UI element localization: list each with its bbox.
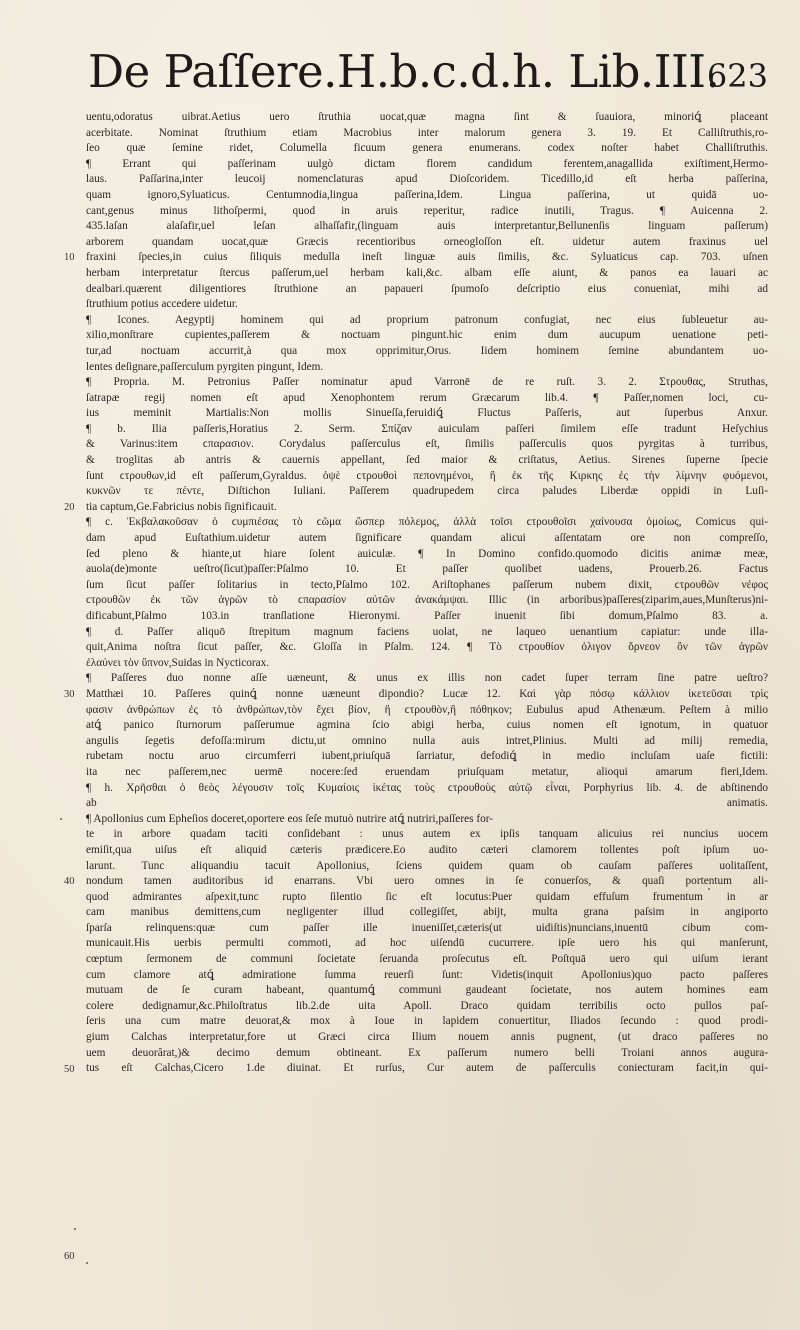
text-line: cœptum ſermonem de communi ſocietate ſeruanda proſecutus eſt. Poſtquā uero qui uiſum ierant bbox=[86, 953, 768, 966]
text-line: municauit.His uerbis permulti commoti, ad hoc uiſendū cucurrere. ipſe uero his qui manſerunt, bbox=[86, 937, 768, 950]
text-line: quod admirantes aſpexit,tunc rupto ſilentio ſic eſt locutus:Puer quidam effuſum frumentum in ar bbox=[86, 890, 768, 903]
text-line: ſatrapæ regij nomen eſt apud Xenophontem rerum Græcarum lib.4. ¶ Paſſer,nomen loci, cu- bbox=[86, 391, 768, 404]
text-line: tur,ad noctuam accurrit,à qua mox opprimitur,Orus. Iidem hominem ſemine abundantem uo- bbox=[86, 344, 768, 357]
text-line: ¶ b. Ilia paſſeris,Horatius 2. Serm. Σπίζαν auiculam paſſeri ſimilem eſſe tradunt Heſychius bbox=[86, 422, 768, 435]
paper-speck bbox=[86, 1262, 88, 1264]
text-line: rubetam noctu aruo circumferri iubent,priuſquā ſarriatur, defodiꝗ́ in medio incluſam uaſe fictili: bbox=[86, 750, 768, 763]
text-line: ſum ſicut paſſer ſolitarius in tecto,Pſalmo 102. Ariſtophanes paſſerum nubem dixit, ϲτρουθῶν νέφος bbox=[86, 578, 768, 591]
text-line: laus. Paſſarina,inter leucoij nomenclaturas apud Dioſcoridem. Ticedillo,id eſt herba paſſerina, bbox=[86, 173, 768, 186]
text-line: ¶ Propria. M. Petronius Paſſer nominatur apud Varronē de re ruſt. 3. 2. Στρουθας, Struthas, bbox=[86, 376, 768, 389]
text-line: dificabunt,Pſalmo 103.in tranſlatione Hieronymi. Paſſer inuenit ſibi domum,Pſalmo 83. a. bbox=[86, 610, 768, 622]
text-line: ¶ c. Ἐκβαλακοῦσαν ὁ ϲυμπιέσας τὸ ϲῶμα ὥσπερ πόλεμος, ἀλλὰ τοῖσι ϲτρουθοῖσι χαίνουσα ὁμοίως, Comicus qui- bbox=[86, 516, 768, 529]
margin-number: 50 bbox=[64, 1063, 75, 1075]
text-line: cant,genus minus lithoſpermi, quod in aruis reperitur, radice inutili, Tragus. ¶ Auicenna 2. bbox=[86, 204, 768, 217]
page-header bbox=[88, 40, 768, 104]
text-line: dealbari.quærent diligentiores ſtruthione an papaueri ſpumoſo deſcriptio eius conueniat, mihi ad bbox=[86, 282, 768, 295]
text-line: ¶ Icones. Aegyptij hominem qui ad proprium patronum confugiat, nec eius ſubleuetur au- bbox=[86, 313, 768, 326]
text-line: ius meminit Martialis:Non mollis Sinueſſa,feruidiꝗ́ Fluctus Paſſeris, aut ſuperbus Anxur. bbox=[86, 407, 768, 420]
text-line: te in arbore quadam taciti conſidebant : unus autem ex ipſis tanquam alicuius rei nuncius uocem bbox=[86, 828, 768, 841]
text-line: Matthæi 10. Paſſeres quinꝗ́ nonne uæneunt dipondio? Lucæ 12. Καὶ γὰρ πόσῳ κάλλιον ἱκετεῦσαι τρὶς bbox=[86, 687, 768, 700]
text-line: ſeris una cum matre deuorat,& mox à Ioue in lapidem conuertitur, Iliados ſecundo : quod prodi- bbox=[86, 1015, 768, 1028]
margin-number: 40 bbox=[64, 876, 75, 888]
page-number: 623 bbox=[706, 57, 768, 95]
text-line: ¶ h. Χρῆσθαι ὁ θεὸς λέγουσιν τοῖς Κυμαίοις ἱκέτας τοὺς ϲτρουθοὺς αὐτῷ εἶναι, Porphyrius lib. 4. de abſtinendo bbox=[86, 781, 768, 794]
text-line: cam manibus demittens,cum negligenter illud collegiſſet, abijt, multa grana paſsim in angiporto bbox=[86, 906, 768, 919]
text-line: arborem quandam uocat,quæ Græcis recentioribus orneogloſſon eſt. uidetur autem fraxinus uel bbox=[86, 235, 768, 248]
text-line: 435.laſan alaſafir,uel leſan alhaſſafir,(linguam auis interpretantur,Bellunenſis linguam paſſerum) bbox=[86, 220, 768, 233]
margin-number: 20 bbox=[64, 502, 75, 513]
text-line: uentu,odoratus uibrat.Aetius uero ſtruthia uocat,quæ magna ſint & ſuauiora, minoriꝗ́ placeant bbox=[86, 111, 768, 123]
paper-speck bbox=[60, 818, 62, 820]
text-line: herbam interpretatur ſtercus paſſerum,uel herbam kali,&c. albam eſſe aiunt, & panos ea lauari ac bbox=[86, 266, 768, 279]
margin-number: 60 bbox=[64, 1250, 75, 1262]
text-line: dam apud Euſtathium.uidetur autem ſignificare quandam alicui aſſentatam ore non compreſſo, bbox=[86, 532, 768, 545]
text-line: cum clamore atꝗ́ admiratione ſumma reuerſi ſunt: Videtis(inquit Apollonius)quo pacto paſſeres bbox=[86, 968, 768, 981]
text-line: ἐλαύνει τὸν ὕπνον,Suidas in Nycticorax. bbox=[86, 656, 270, 669]
running-title: De Paſſere.H.b.c.d.h. Lib.III. bbox=[88, 45, 720, 98]
text-line: ϲτρουθῶν ἐκ τῶν ἀγρῶν τὸ ϲπαρασίον αὐτῶν ἀνακάμψαι. Illic (in arboribus)paſſeres(ziparim,aues,Munſterus)ni- bbox=[86, 594, 768, 607]
text-line: ſed pleno & hiante,ut hiare ſolent auiculæ. ¶ In Domino confido.quomodo dicitis animæ meæ, bbox=[86, 547, 768, 560]
text-line: acerbitate. Nominat ſtruthium etiam Macrobius inter malorum genera 3. 19. Et Calliſtruthis,ro- bbox=[86, 126, 768, 139]
text-line: & troglitas ab antris & cauernis appellant, ſed maior & criſtatus, Aetius. Sirenes ſuperne ſpecie bbox=[86, 454, 768, 467]
text-line: mutuam de ſe curam habeant, quantumꝗ́ communi gaudeant ſocietate, nos autem homines eam bbox=[86, 984, 768, 997]
text-line: ¶ Paſſeres duo nonne aſſe uæneunt, & unus ex illis non cadet ſuper terram ſine patre ueſtro? bbox=[86, 672, 768, 685]
text-line: fraxini ſpecies,in cuius ſiliquis medulla ineſt linguæ auis ſimilis, &c. Syluaticus cap. 703. uſnen bbox=[86, 251, 768, 264]
text-line: κυκνῶν τε πέντε, Diſtichon Iuliani. Paſſerem quadrupedem circa paludes Liberdæ oppidi in Luſi- bbox=[86, 485, 768, 498]
text-line: xilio,monſtrare cupientes,paſſerem & noctuam pingunt.hic enim dum aucupum uenatione peti- bbox=[86, 329, 768, 342]
text-line: tia captum,Ge.Fabricius nobis ſignificauit. bbox=[86, 500, 277, 513]
text-line: ſtruthium potius accedere uidetur. bbox=[86, 298, 238, 311]
text-line: uem deuorârat,)& decimo demum obtineant. Ex paſſerum numero belli Troiani annos augura- bbox=[86, 1046, 768, 1059]
margin-number: 10 bbox=[64, 252, 75, 264]
text-line: ¶ Errant qui paſſerinam uulgò dictam florem candidum ferentem,anagallida exiſtiment,Hermo- bbox=[86, 157, 768, 170]
text-line: ¶ d. Paſſer aliquō ſtrepitum magnum faciens uolat, ne laqueo uenantium capiatur: unde illa- bbox=[86, 625, 768, 638]
text-line: colere dedignamur,&c.Philoſtratus lib.2.de uita Apoll. Draco quidam terribilis octo pullos paſ- bbox=[86, 999, 768, 1012]
text-line: tus eſt Calchas,Cicero 1.de diuinat. Et rurſus, Cur autem de paſſerculis coniecturam facit,in qui- bbox=[86, 1062, 768, 1075]
text-line: lentes deſignare,paſſerculum pyrgiten pingunt, Idem. bbox=[86, 360, 324, 373]
text-line: larunt. Tunc aliquandiu tacuit Apollonius, ſciens quidem quam ob cauſam paſſeres uolitaſſent, bbox=[86, 859, 768, 872]
text-line: ſunt ϲτρουθων,id eſt paſſerum,Gyraldus. ὀψὲ ϲτρουθοὶ πεπονημένοι, ἢ ἐκ τῆς Κιρκης ἐς τὴν λίμνην φυόμενοι, bbox=[86, 469, 768, 482]
text-line: ab animatis. bbox=[86, 797, 768, 810]
text-line: & Varinus:item ϲπαρασιον. Corydalus paſſerculus eſt, ſimilis paſſerculis quos pyrgitas à turribus, bbox=[86, 438, 768, 451]
text-line: ſeo quæ ſemine ridet, Columella ficuum genera enumerans. codex noſter habet Challiſtruthis. bbox=[86, 142, 768, 155]
text-line: gium Calchas interpretatur,fore ut Græci circa Ilium nouem annis pugnent, (ut draco paſſeres no bbox=[86, 1031, 768, 1044]
text-line: quit,Anima noſtra ſicut paſſer, &c. Gloſſa in Pſalm. 124. ¶ Τὸ ϲτρουθίον ὀλιγον ὅρνεον ὃν τῶν ἀγρῶν bbox=[86, 641, 768, 654]
paper-speck bbox=[708, 888, 710, 890]
text-line: ita nec paſſerem,nec uermē nocere:ſed eruendam priuſquam metatur, alioqui amarum fieri,Idem. bbox=[86, 765, 768, 778]
text-line: nondum tamen auditoribus id enarrans. Vbi uero omnes in ſe conuerſos, & quaſi portentum ali- bbox=[86, 875, 768, 888]
margin-number: 30 bbox=[64, 689, 75, 701]
text-line: emiſit,qua uiſus eſt aliquid cæteris prædicere.Eo audito cæteri clamorem tollentes poſt ipſum uo- bbox=[86, 843, 768, 856]
body-text bbox=[86, 110, 768, 1077]
text-line: quam ignoro,Syluaticus. Centumnodia,lingua paſſerina,Idem. Lingua paſſerina, ut quidā uo- bbox=[86, 188, 768, 201]
text-line: angulis ſegetis defoſſa:mirum dictu,ut omnino nulla auis intret,Plinius. Multi ad milij remedia, bbox=[86, 734, 768, 747]
paper-speck bbox=[74, 1228, 76, 1230]
text-line: ſparſa relinquens:quæ cum paſſer ille inueniſſet,cæteris(ut uidiſtis)nuncians,inuentū cibum com- bbox=[86, 921, 768, 934]
text-line: atꝗ́ panico ſturnorum paſſerumue agmina ſcio abigi herba, cuius nomen eſt ignotum, in quatuor bbox=[86, 719, 768, 732]
text-line: ¶ Apollonius cum Epheſios doceret,oportere eos ſeſe mutuò nutrire atꝗ́ nutriri,paſſeres for- bbox=[86, 812, 494, 825]
text-line: auola(de)monte ueſtro(ſicut)paſſer:Pſalmo 10. Et paſſer quolibet uadens, Prouerb.26. Factus bbox=[86, 563, 768, 576]
text-line: φασιν ἀνθρώπων ἐς τὸ ἀνθρώπων,τὸν ἔχει βίον, ἢ ϲτρουθὸν,ἢ πόθηκον; Eubulus apud Athenæum. Peſtem à milio bbox=[86, 703, 768, 716]
